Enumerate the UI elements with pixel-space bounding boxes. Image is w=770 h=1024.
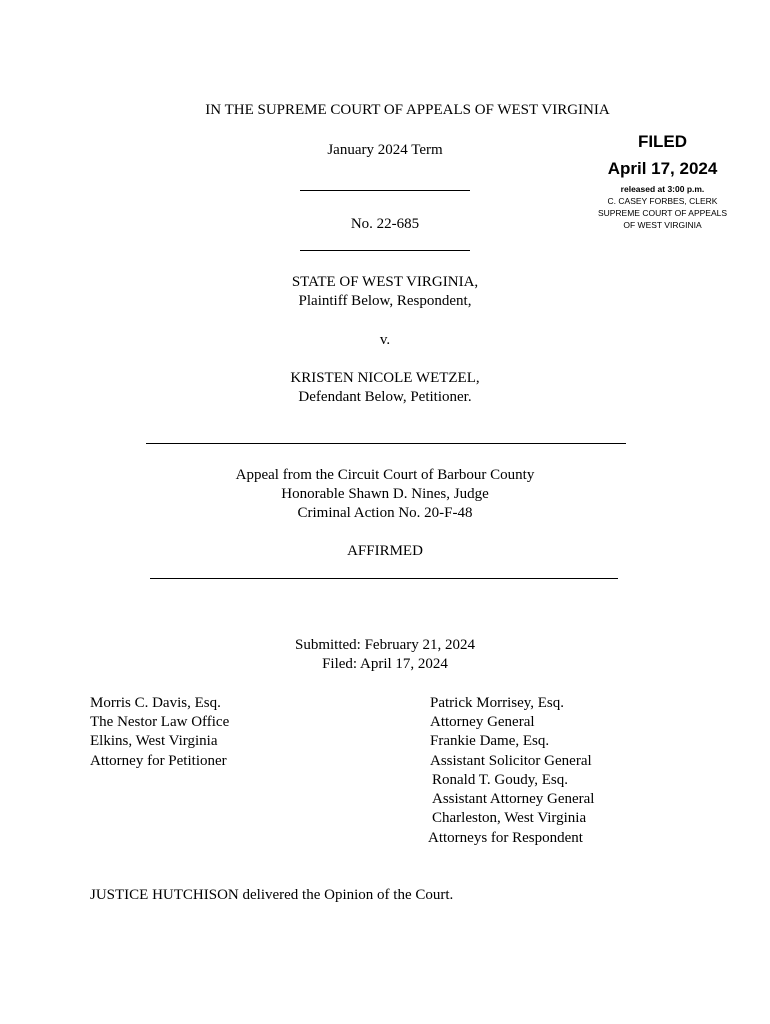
stamp-released-time: released at 3:00 p.m. — [620, 184, 705, 194]
defendant-name: KRISTEN NICOLE WETZEL, — [290, 370, 480, 386]
plaintiff-role: Plaintiff Below, Respondent, — [298, 293, 472, 309]
appeal-line2: Honorable Shawn D. Nines, Judge — [281, 486, 489, 502]
counsel-line: Patrick Morrisey, Esq. — [430, 695, 565, 711]
term-line: January 2024 Term — [327, 142, 443, 158]
counsel-line: Frankie Dame, Esq. — [430, 733, 550, 749]
stamp-court-line1: SUPREME COURT OF APPEALS — [597, 208, 728, 218]
counsel-line: Charleston, West Virginia — [432, 810, 587, 826]
docket-number: No. 22-685 — [350, 216, 420, 232]
opinion-line: JUSTICE HUTCHISON delivered the Opinion of the Court. — [90, 887, 454, 903]
counsel-line: Elkins, West Virginia — [90, 733, 218, 749]
divider-rule — [300, 250, 470, 251]
stamp-clerk: C. CASEY FORBES, CLERK — [607, 196, 718, 206]
section-divider — [146, 443, 626, 444]
plaintiff-name: STATE OF WEST VIRGINIA, — [291, 274, 479, 290]
appeal-line1: Appeal from the Circuit Court of Barbour County — [235, 467, 535, 483]
divider-rule — [300, 190, 470, 191]
stamp-court-line2: OF WEST VIRGINIA — [623, 220, 702, 230]
counsel-line: Attorney for Petitioner — [90, 753, 227, 769]
appeal-line3: Criminal Action No. 20-F-48 — [297, 505, 473, 521]
stamp-filed-label: FILED — [637, 132, 688, 151]
counsel-line: Assistant Solicitor General — [430, 753, 592, 769]
submitted-date: Submitted: February 21, 2024 — [295, 637, 475, 653]
counsel-line: Ronald T. Goudy, Esq. — [432, 772, 568, 788]
section-divider — [150, 578, 618, 579]
filed-date: Filed: April 17, 2024 — [322, 656, 448, 672]
court-heading: IN THE SUPREME COURT OF APPEALS OF WEST VIRGINIA — [205, 102, 610, 118]
counsel-line: Assistant Attorney General — [432, 791, 595, 807]
filed-stamp — [590, 132, 735, 231]
counsel-line: Attorney General — [430, 714, 535, 730]
counsel-line: Morris C. Davis, Esq. — [90, 695, 221, 711]
disposition: AFFIRMED — [347, 543, 423, 559]
defendant-role: Defendant Below, Petitioner. — [298, 389, 472, 405]
stamp-date: April 17, 2024 — [607, 159, 718, 178]
counsel-line: Attorneys for Respondent — [428, 830, 583, 846]
versus: v. — [379, 332, 391, 348]
counsel-line: The Nestor Law Office — [90, 714, 230, 730]
